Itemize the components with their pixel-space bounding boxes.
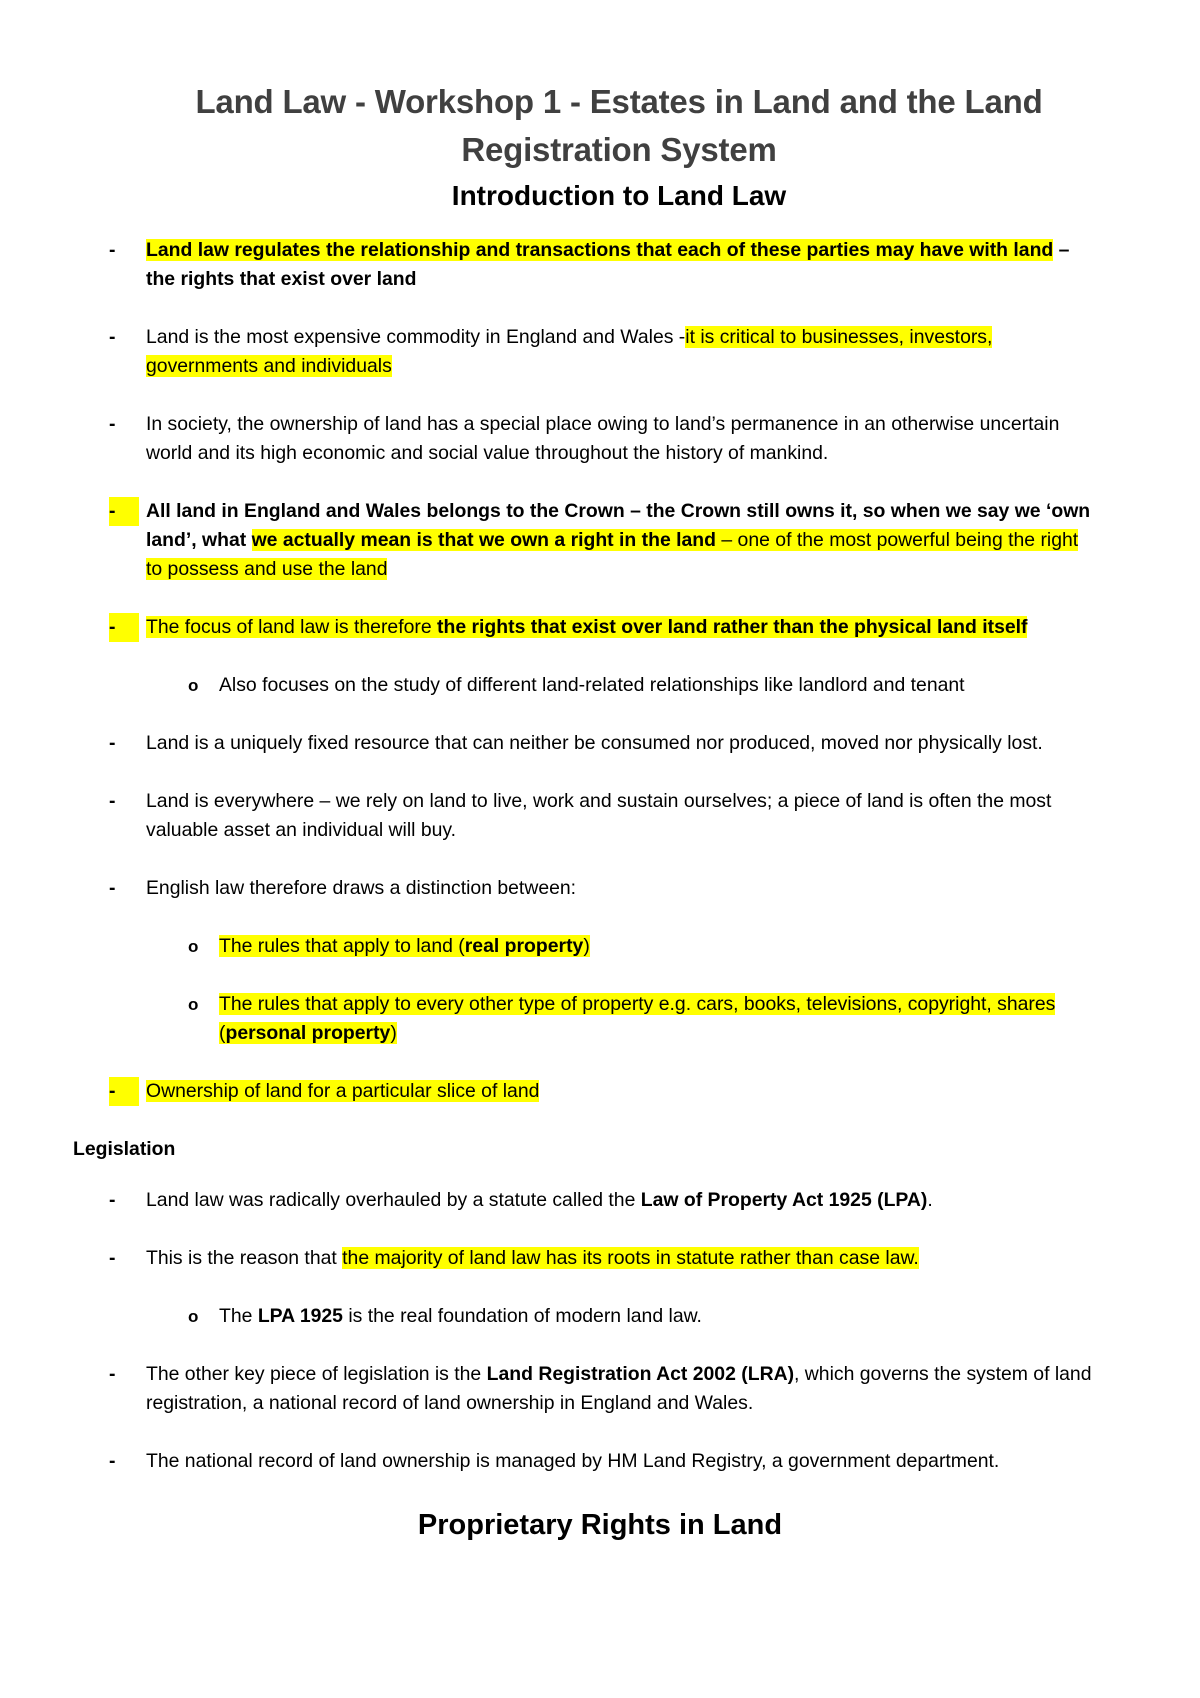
list-text: The bbox=[219, 1305, 258, 1327]
highlighted-text: The rules that apply to every other type of property e.g. cars, books, televisions, copyright, shares ( bbox=[219, 993, 1056, 1044]
list-item bbox=[109, 1077, 1092, 1106]
list-item bbox=[109, 874, 1092, 903]
sub-bullet: o bbox=[188, 1307, 199, 1326]
list-dash: - bbox=[109, 1450, 116, 1472]
list-item bbox=[109, 410, 1092, 468]
list-text: This is the reason that bbox=[146, 1247, 343, 1269]
list-text: – the rights that exist over land bbox=[146, 239, 1070, 290]
sub-list-item bbox=[188, 932, 1092, 961]
list-text: Land is a uniquely fixed resource that can neither be consumed nor produced, moved nor physically lost. bbox=[146, 732, 1043, 754]
list-item bbox=[109, 236, 1092, 294]
list-dash: - bbox=[109, 1247, 116, 1269]
sub-bullet: o bbox=[188, 937, 199, 956]
list-item bbox=[109, 787, 1092, 845]
list-item bbox=[109, 1360, 1092, 1418]
bold-text: Land Registration Act 2002 (LRA) bbox=[486, 1363, 795, 1385]
list-dash: - bbox=[109, 413, 116, 435]
list-dash: - bbox=[109, 497, 139, 526]
sub-bullet: o bbox=[188, 676, 199, 695]
highlighted-text: the majority of land law has its roots in statute rather than case law. bbox=[342, 1247, 919, 1269]
list-dash: - bbox=[109, 732, 116, 754]
list-dash: - bbox=[109, 326, 116, 348]
list-text: Also focuses on the study of different land-related relationships like landlord and tenant bbox=[219, 674, 965, 696]
list-dash: - bbox=[109, 1077, 139, 1106]
highlighted-text: ) bbox=[390, 1022, 397, 1044]
list-dash: - bbox=[109, 1363, 116, 1385]
section-heading-introduction: Introduction to Land Law bbox=[451, 180, 787, 211]
legislation-heading: Legislation bbox=[73, 1138, 176, 1160]
list-dash: - bbox=[109, 790, 116, 812]
highlighted-text: ) bbox=[583, 935, 590, 957]
list-text: Land is everywhere – we rely on land to live, work and sustain ourselves; a piece of land is often the most valuable asset an individual will buy. bbox=[146, 790, 1052, 841]
title-line-1: Land Law - Workshop 1 - Estates in Land and the Land bbox=[195, 83, 1043, 120]
sub-bullet: o bbox=[188, 995, 199, 1014]
list-item bbox=[109, 497, 1092, 584]
list-item bbox=[109, 1186, 1092, 1215]
highlighted-text: we actually mean is that we own a right in the land bbox=[251, 529, 716, 551]
list-dash: - bbox=[109, 613, 139, 642]
document-title bbox=[146, 78, 1092, 174]
list-text: . bbox=[927, 1189, 933, 1211]
list-text: is the real foundation of modern land law. bbox=[342, 1305, 702, 1327]
list-dash: - bbox=[109, 877, 116, 899]
highlighted-text: it is critical to businesses, investors, governments and individuals bbox=[146, 326, 993, 377]
sub-list-item bbox=[188, 1302, 1092, 1331]
list-dash: - bbox=[109, 1189, 116, 1211]
section-heading-proprietary-rights: Proprietary Rights in Land bbox=[417, 1509, 783, 1541]
title-line-2: Registration System bbox=[461, 131, 777, 168]
list-text: , which governs the system of land registration, a national record of land ownership in England and Wales. bbox=[146, 1363, 1092, 1414]
highlighted-text: The rules that apply to land ( bbox=[219, 935, 465, 957]
list-text: English law therefore draws a distinction between: bbox=[146, 877, 577, 899]
bold-text: Law of Property Act 1925 (LPA) bbox=[640, 1189, 928, 1211]
list-dash: - bbox=[109, 239, 116, 261]
list-item bbox=[109, 613, 1092, 642]
highlighted-text: personal property bbox=[225, 1022, 391, 1044]
list-item bbox=[109, 1447, 1092, 1476]
highlighted-text: real property bbox=[464, 935, 584, 957]
list-text: The other key piece of legislation is the bbox=[146, 1363, 487, 1385]
list-text: In society, the ownership of land has a special place owing to land’s permanence in an otherwise uncertain world and its high economic and social value throughout the history of mankind. bbox=[146, 413, 1060, 464]
highlighted-text: The focus of land law is therefore bbox=[146, 616, 438, 638]
bold-text: LPA 1925 bbox=[257, 1305, 343, 1327]
highlighted-text: the rights that exist over land rather than the physical land itself bbox=[437, 616, 1028, 638]
highlighted-text: Ownership of land for a particular slice of land bbox=[146, 1080, 540, 1102]
list-text: All land in England and Wales belongs to the Crown – the Crown still owns it, so when we say we ‘own land’, what bbox=[146, 500, 1091, 551]
sub-list-item bbox=[188, 990, 1092, 1048]
list-text: Land is the most expensive commodity in England and Wales - bbox=[146, 326, 686, 348]
list-text: Land law was radically overhauled by a statute called the bbox=[146, 1189, 641, 1211]
highlighted-text: – one of the most powerful being the right to possess and use the land bbox=[146, 529, 1079, 580]
list-item bbox=[109, 323, 1092, 381]
list-item bbox=[109, 729, 1092, 758]
sub-list-item bbox=[188, 671, 1092, 700]
list-text: The national record of land ownership is managed by HM Land Registry, a government department. bbox=[146, 1450, 1000, 1472]
highlighted-text: Land law regulates the relationship and transactions that each of these parties may have with land bbox=[146, 239, 1054, 261]
list-item bbox=[109, 1244, 1092, 1273]
